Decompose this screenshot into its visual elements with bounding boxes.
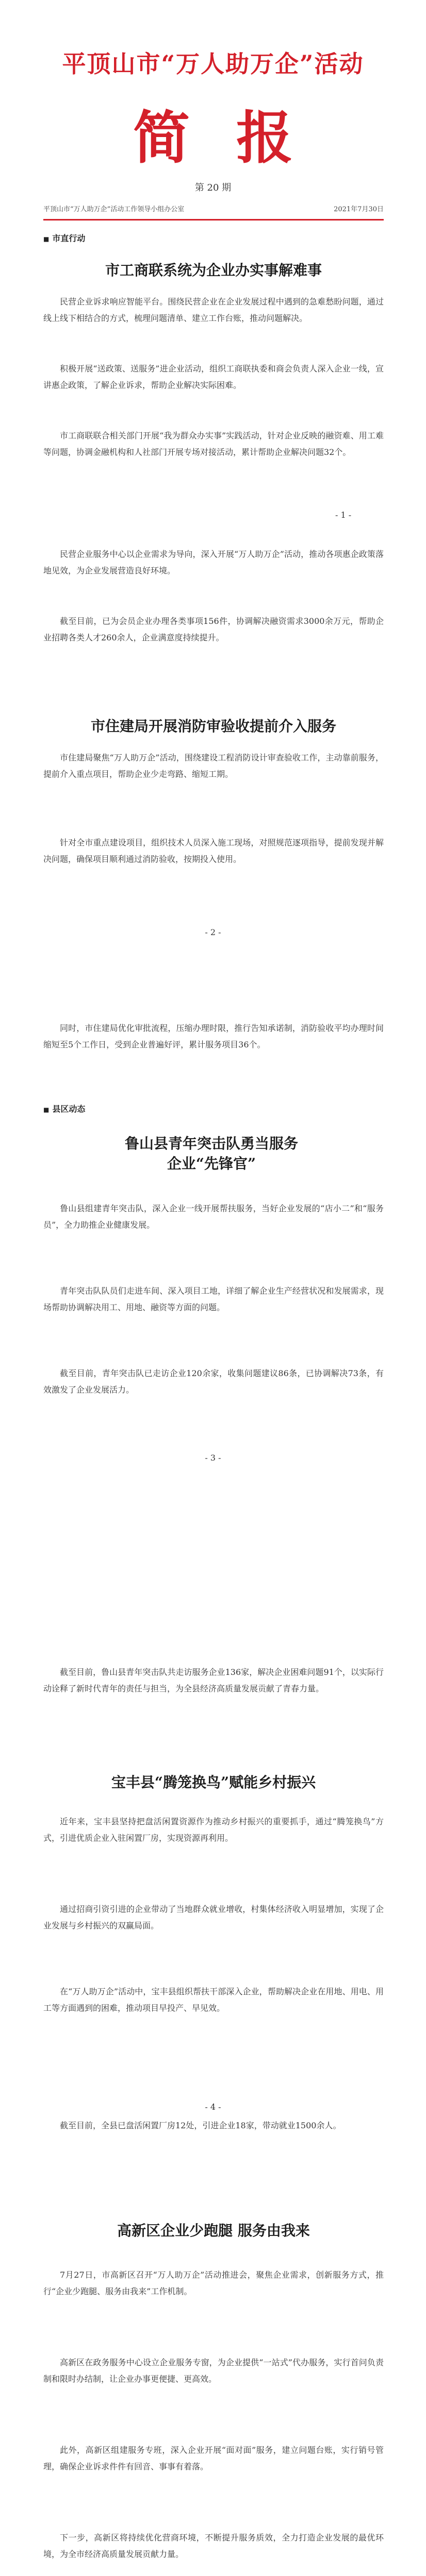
- article-paragraph: 此外，高新区组建服务专班，深入企业开展“面对面”服务，建立问题台账，实行销号管理，确保企业诉求件件有回音、事事有着落。: [43, 2445, 384, 2471]
- article-paragraph: 截至目前，鲁山县青年突击队共走访服务企业136家，解决企业困难问题91个，以实际行动诠释了新时代青年的责任与担当，为全县经济高质量发展贡献了青春力量。: [43, 1667, 384, 1693]
- article-paragraph: 高新区在政务服务中心设立企业服务专窗，为企业提供“一站式”代办服务，实行首问负责制和限时办结制，让企业办事更便捷、更高效。: [43, 2358, 384, 2384]
- article-paragraph: 积极开展“送政策、送服务”进企业活动，组织工商联执委和商会负责人深入企业一线，宣讲惠企政策，了解企业诉求，帮助企业解决实际困难。: [43, 364, 384, 390]
- issue-number: 第 20 期: [194, 182, 232, 193]
- masthead-meta: [43, 204, 384, 213]
- article-paragraph: 民营企业诉求响应智能平台。围绕民营企业在企业发展过程中遇到的急难愁盼问题，通过线上线下相结合的方式，梳理问题清单、建立工作台账，推动问题解决。: [43, 297, 384, 323]
- article-paragraph: 近年来，宝丰县坚持把盘活闲置资源作为推动乡村振兴的重要抓手，通过“腾笼换鸟”方式，引进优质企业入驻闲置厂房，实现资源再利用。: [43, 1817, 384, 1843]
- article-paragraph: 通过招商引资引进的企业带动了当地群众就业增收，村集体经济收入明显增加，实现了企业发展与乡村振兴的双赢局面。: [43, 1904, 384, 1930]
- article-paragraph: 市住建局聚焦“万人助万企”活动，围绕建设工程消防设计审查验收工作，主动靠前服务，提前介入重点项目，帮助企业少走弯路、缩短工期。: [43, 753, 384, 779]
- article-title: 高新区企业少跑腿 服务由我来: [117, 2222, 310, 2239]
- article-paragraph: 截至目前，青年突击队已走访企业120余家，收集问题建议86条，已协调解决73条，有效激发了企业发展活力。: [43, 1368, 384, 1395]
- page-number: - 2 -: [205, 927, 221, 937]
- page-number: - 1 -: [335, 510, 352, 520]
- article-paragraph: 鲁山县组建青年突击队，深入企业一线开展帮扶服务，当好企业发展的“店小二”和“服务员”，全力助推企业健康发展。: [43, 1204, 384, 1230]
- article-paragraph: 民营企业服务中心以企业需求为导向，深入开展“万人助万企”活动，推动各项惠企政策落地见效，为企业发展营造良好环境。: [43, 549, 384, 575]
- masthead-title: 平顶山市“万人助万企”活动: [62, 50, 364, 78]
- article-paragraph: 在“万人助万企”活动中，宝丰县组织帮扶干部深入企业，帮助解决企业在用地、用电、用工等方面遇到的困难，推动项目早投产、早见效。: [43, 1987, 384, 2013]
- article-title: 市工商联系统为企业办实事解难事: [105, 262, 322, 279]
- masthead-red-rule: [43, 219, 384, 221]
- section-tag-city: ■ 市直行动: [43, 232, 85, 244]
- article-title: 市住建局开展消防审验收提前介入服务: [90, 718, 336, 735]
- issue-date: 2021年7月30日: [334, 206, 384, 213]
- article-paragraph: 截至目前，已为会员企业办理各类事项156件，协调解决融资需求3000余万元，帮助企业招聘各类人才260余人，企业满意度持续提升。: [43, 616, 384, 642]
- article-paragraph: 针对全市重点建设项目，组织技术人员深入施工现场，对照规范逐项指导，提前发现并解决问题，确保项目顺利通过消防验收，按期投入使用。: [43, 838, 384, 864]
- article-paragraph: 同时，市住建局优化审批流程，压缩办理时限，推行告知承诺制，消防验收平均办理时间缩短至5个工作日，受到企业普遍好评，累计服务项目36个。: [43, 1023, 384, 1049]
- article-paragraph: 7月27日，市高新区召开“万人助万企”活动推进会，聚焦企业需求，创新服务方式，推行“企业少跑腿、服务由我来”工作机制。: [43, 2270, 384, 2296]
- article-paragraph: 下一步，高新区将持续优化营商环境，不断提升服务质效，全力打造企业发展的最优环境，为全市经济高质量发展贡献力量。: [43, 2533, 384, 2559]
- section-tag-county: ■ 县区动态: [43, 1103, 85, 1114]
- article-paragraph: 截至目前，全县已盘活闲置厂房12处，引进企业18家，带动就业1500余人。: [60, 2121, 341, 2130]
- article-title: 鲁山县青年突击队勇当服务企业“先锋官”: [124, 1135, 298, 1173]
- issuer: 平顶山市“万人助万企”活动工作领导小组办公室: [43, 206, 185, 213]
- masthead-big-title: 简报: [133, 105, 339, 171]
- article-paragraph: 市工商联联合相关部门开展“我为群众办实事”实践活动，针对企业反映的融资难、用工难等问题，协调金融机构和人社部门开展专场对接活动，累计帮助企业解决问题32个。: [43, 431, 384, 457]
- article-title: 宝丰县“腾笼换鸟”赋能乡村振兴: [111, 1774, 316, 1791]
- page-number: - 3 -: [205, 1453, 221, 1463]
- page-number: - 4 -: [205, 2102, 221, 2112]
- article-paragraph: 青年突击队队员们走进车间、深入项目工地，详细了解企业生产经营状况和发展需求，现场帮助协调解决用工、用地、融资等方面的问题。: [43, 1286, 384, 1312]
